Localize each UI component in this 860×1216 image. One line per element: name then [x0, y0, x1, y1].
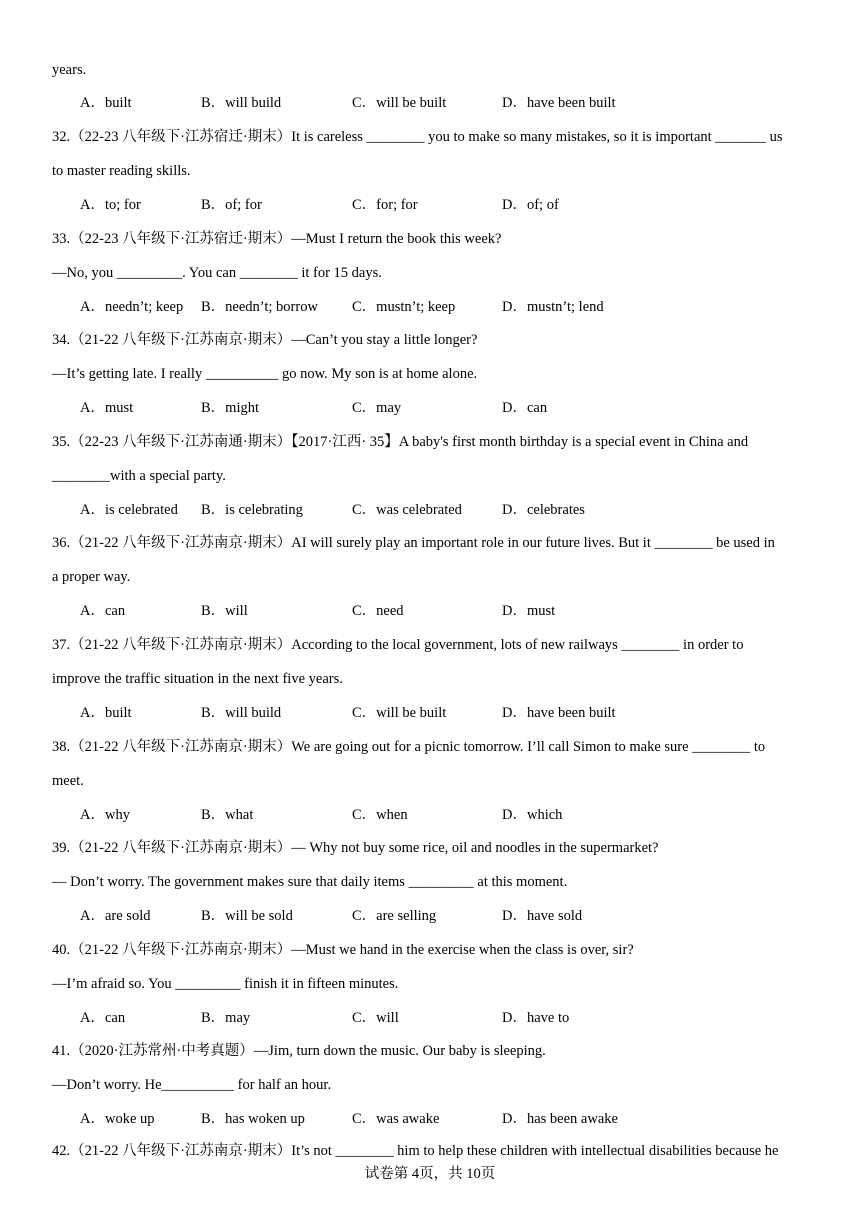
option-d: D．which — [502, 807, 563, 823]
option-c: C．when — [352, 807, 408, 823]
question-40-line: —I’m afraid so. You _________ finish it in fifteen minutes. — [52, 976, 399, 992]
option-a: A．must — [80, 400, 134, 416]
option-b: B．needn’t; borrow — [201, 299, 318, 315]
option-d: D．have to — [502, 1010, 570, 1026]
option-d: D．mustn’t; lend — [502, 299, 604, 315]
option-b: B．will build — [201, 95, 282, 111]
question-38-options — [80, 805, 808, 825]
question-33-options — [80, 297, 808, 317]
question-33-line: —No, you _________. You can ________ it for 15 days. — [52, 265, 382, 281]
question-40-options — [80, 1008, 808, 1028]
question-32-line: to master reading skills. — [52, 163, 191, 179]
question-38-line: meet. — [52, 773, 84, 789]
question-36-line: a proper way. — [52, 569, 131, 585]
option-d: D．can — [502, 400, 548, 416]
question-31-continuation: years. — [52, 62, 87, 78]
option-d: D．have been built — [502, 705, 616, 721]
option-b: B．has woken up — [201, 1111, 305, 1127]
option-c: C．need — [352, 603, 404, 619]
option-a: A．needn’t; keep — [80, 299, 184, 315]
question-36-options — [80, 601, 808, 621]
option-b: B．might — [201, 400, 260, 416]
option-c: C．for; for — [352, 197, 418, 213]
option-a: A．to; for — [80, 197, 141, 213]
question-41-line: —Don’t worry. He__________ for half an hour. — [52, 1077, 332, 1093]
question-37-line: improve the traffic situation in the next five years. — [52, 671, 343, 687]
option-c: C．will — [352, 1010, 399, 1026]
option-b: B．what — [201, 807, 254, 823]
option-b: B．is celebrating — [201, 502, 303, 518]
question-35-line: ________with a special party. — [52, 468, 226, 484]
option-b: B．will — [201, 603, 248, 619]
option-b: B．will be sold — [201, 908, 293, 924]
option-a: A．built — [80, 705, 132, 721]
option-a: A．woke up — [80, 1111, 155, 1127]
option-a: A．why — [80, 807, 130, 823]
question-37-options — [80, 703, 808, 723]
option-b: B．of; for — [201, 197, 262, 213]
option-a: A．is celebrated — [80, 502, 178, 518]
question-31-options — [80, 93, 808, 113]
question-39-line: 39.（21-22 八年级下·江苏南京·期末）— Why not buy some rice, oil and noodles in the supermarket? — [52, 840, 659, 856]
option-b: B．may — [201, 1010, 251, 1026]
question-34-line: 34.（21-22 八年级下·江苏南京·期末）—Can’t you stay a little longer? — [52, 332, 478, 348]
option-c: C．will be built — [352, 95, 447, 111]
option-b: B．will build — [201, 705, 282, 721]
question-32-options — [80, 195, 808, 215]
option-c: C．mustn’t; keep — [352, 299, 456, 315]
question-34-line: —It’s getting late. I really __________ go now. My son is at home alone. — [52, 366, 478, 382]
question-35-options — [80, 500, 808, 520]
question-39-line: — Don’t worry. The government makes sure that daily items _________ at this moment. — [52, 874, 568, 890]
question-39-options — [80, 906, 808, 926]
option-a: A．built — [80, 95, 132, 111]
question-38-line: 38.（21-22 八年级下·江苏南京·期末）We are going out for a picnic tomorrow. I’ll call Simon to make sure ________ to — [52, 739, 766, 755]
option-d: D．must — [502, 603, 556, 619]
option-a: A．are sold — [80, 908, 151, 924]
option-c: C．was awake — [352, 1111, 440, 1127]
question-37-line: 37.（21-22 八年级下·江苏南京·期末）According to the local government, lots of new railways ________ in order to — [52, 637, 744, 653]
question-34-options — [80, 398, 808, 418]
question-35-line: 35.（22-23 八年级下·江苏南通·期末）【2017·江西· 35】A baby's first month birthday is a special event in China and — [52, 434, 749, 450]
option-a: A．can — [80, 603, 126, 619]
option-d: D．have been built — [502, 95, 616, 111]
option-d: D．have sold — [502, 908, 583, 924]
question-33-line: 33.（22-23 八年级下·江苏宿迁·期末）—Must I return the book this week? — [52, 231, 502, 247]
option-d: D．of; of — [502, 197, 559, 213]
option-c: C．may — [352, 400, 402, 416]
option-d: D．celebrates — [502, 502, 585, 518]
question-40-line: 40.（21-22 八年级下·江苏南京·期末）—Must we hand in the exercise when the class is over, sir? — [52, 942, 634, 958]
option-c: C．will be built — [352, 705, 447, 721]
option-a: A．can — [80, 1010, 126, 1026]
page-footer: 试卷第 4页，共 10页 — [364, 1166, 496, 1182]
option-c: C．was celebrated — [352, 502, 462, 518]
question-41-line: 41.（2020·江苏常州·中考真题）—Jim, turn down the music. Our baby is sleeping. — [52, 1043, 546, 1059]
question-36-line: 36.（21-22 八年级下·江苏南京·期末）AI will surely play an important role in our future lives. But it ________ be used in — [52, 535, 775, 551]
question-41-options — [80, 1109, 808, 1129]
option-d: D．has been awake — [502, 1111, 618, 1127]
question-32-line: 32.（22-23 八年级下·江苏宿迁·期末）It is careless ________ you to make so many mistakes, so it is important _______ us — [52, 129, 783, 145]
question-42-stem: 42.（21-22 八年级下·江苏南京·期末）It’s not ________ him to help these children with intellectual disabilities because he — [52, 1143, 779, 1159]
option-c: C．are selling — [352, 908, 437, 924]
